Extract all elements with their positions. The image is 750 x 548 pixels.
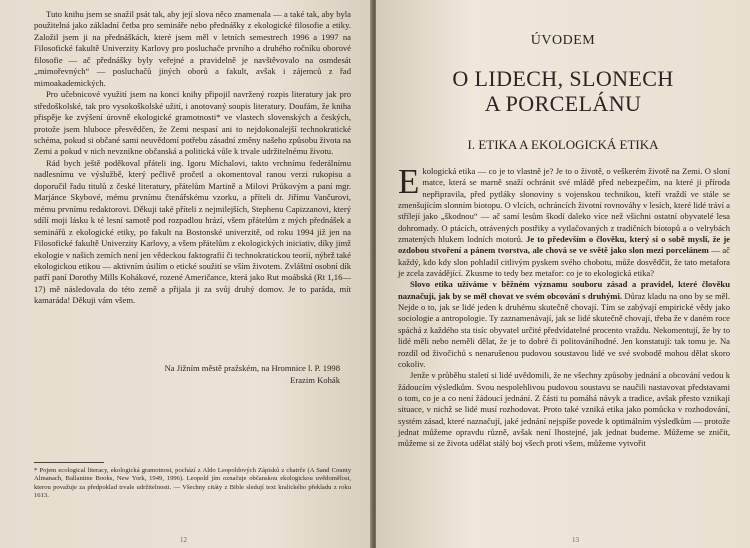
page-number-right: 13	[572, 536, 579, 544]
paragraph1-bold: Je to především o člověku, který si o sobě myslí, že je ozdobou stvoření a pánem tvorstva, ale chová se ve světě jako slon mezi porcelánem	[398, 234, 730, 256]
footnote-rule	[34, 462, 104, 463]
left-page	[0, 0, 372, 548]
signature-place-date: Na Jižním městě pražském, na Hromnice l. P. 1998	[164, 363, 340, 373]
preface-paragraph: Pro učebnicové využití jsem na konci knihy připojil navržený rozpis literatury jak pro středoškolské, tak pro vysokoškolské užití, i anotovaný soupis literatury. Doufám, že kniha přispěje ke zvýšení úrovně ekologické gramotnosti* ve vlastech slovenských a českých, protože jsem hluboce přesvědčen, že Zemi nespasí ani to nejdokonalejší technokratické schéma, pokud si občané sami neuvědomí potřebu zásadní změny našeho způsobu života na Zemi a pokud v nich nevznikne občanská a politická vůle k trvale udržitelnému životu.	[34, 89, 351, 157]
paragraph2-text: Důraz kladu na ono by se měl. Nejde o to, jak se lidé jeden k druhému skutečně chovají. Tím se zabývají empirické vědy jako sociologie a antropologie. Ty zaznamenávají, jak se lidé skutečně chovají, třeba že v daném roce spáchá z každého sta tisíc obyvatel určité předvídatelné procento vraždu. Nekomentují, že by to lidé měli nebo neměli dělat, že je to dobré či politováníhodné. Jen konstatují: tak tomu je. Na rozdíl od živočichů s nenarušenou pudovou soustavou lidé ve své svobodě mohou dělat skoro cokoliv.	[398, 290, 730, 369]
paragraph2-bold: Slovo etika užíváme v běžném významu souboru zásad a pravidel, které člověku naznačují, jak by se měl chovat ve svém obcování s druhými.	[398, 279, 730, 301]
chapter-title-line2: A PORCELÁNU	[484, 91, 642, 116]
section-heading: I. ETIKA A EKOLOGICKÁ ETIKA	[467, 137, 659, 152]
body-paragraph-1	[398, 162, 730, 279]
right-page	[376, 0, 750, 548]
footnote: * Pojem ecological literacy, ekologická gramotnost, pochází z Aldo Leopoldových Zápisků z chatrče (A Sand County Almanach, Ballantine Books, New York, 1949, 1996). Leopold jím označuje občanskou ekologickou uvědomělost, kterou považuje za předpoklad trvale udržitelnosti. — Všechny citáty z Bible sledují text kralického překladu z roku 1613.	[34, 467, 351, 499]
body-paragraph-3: Jenže v průběhu staletí si lidé uvědomili, že ne všechny způsoby jednání a obcování vedou k žádoucím výsledkům. Svou nespolehlivou pudovou soustavu se naučili nastavovat představami o tom, co je a co není žádoucí jednání. Z části tu pomáhá návyk a tradice, avšak přesto vznikají situace, v nichž se lidé musí rozhodovat. Proto také vzniká etika jako pomůcka v rozhodování, systém zásad, které naznačují, jaké jednání nejspíše povede k optimálním výsledkům — protože jednat můžeme opravdu různě, avšak není lhostejné, jak jednat budeme. Můžeme se zničit, můžeme si ze života udělat stálý boj všech proti všem, můžeme vytvořit	[398, 370, 730, 449]
drop-cap: E	[398, 162, 420, 201]
paragraph1-text: kologická etika — co je to vlastně je? Je to o životě, o veškerém životě na Zemi. O sloní matce, která se marně snaží ochránit své mládě před nebezpečím, na které ji příroda nepřipravila, před pytláky slonoviny s vojenskou technikou, kteří vraždí ve stále se zmenšujícím slonním biotopu. O vlcích, ochráncích životní rovnováhy v lesích, které lidé tráví a střílejí jako „škodnou“ — ač samí lesům škodí daleko více než všichni ostatní obyvatelé lesa dohromady. O ptácích, otrávených postřiky a vytlačovaných z tradičních biotopů a o velrybách zmatených hlukem lodních motorů.	[398, 166, 730, 245]
paragraph1-end: — ač každý, kdo kdy slon pohladil citlivým pyskem svého chobotu, může dosvědčit, že tato metafora je zcela zavádějící. Zkusme to tedy bez metafor: co je to ekologická etika?	[398, 245, 730, 279]
preface-paragraph: Tuto knihu jsem se snažil psát tak, aby její slova něco znamenala — a také tak, aby byla použitelná jako základní četba pro semináře nebo přednášky z ekologické filosofie a etiky. Založil jsem ji na přednáškách, které jsem měl v letních semestrech 1996 a 1997 na Filosofické fakultě Univerzity Karlovy pro posluchače prvního a druhého ročníku oborové filosofie — ač přednášky byly veřejné a pravidelně je navštěvovalo na osmdesát „mimořevných“ — posluchačů jiných oborů a fakult, avšak i zájemců z řad mimoakademických.	[34, 9, 351, 88]
page-number-left: 12	[180, 536, 187, 544]
preface-text	[34, 9, 351, 307]
preface-paragraph: Rád bych ještě poděkoval přáteli ing. Igoru Míchalovi, takto vrchnímu federálnímu nadlesnímu ve výslužbě, který pečlivě pročetl a okomentoval ranou verzi rukopisu a doporučil řadu titulů z české literatury, přátelům Martině a Milovi Průkovým a paní mgr. Marjánce Skybové, mému prvnímu čtenářskému vzorku, a příteli dr. Jiřímu Vančurovi, mému prvnímu redaktorovi. Děkuji také příteli z nejmilejších, Stephenu Capizzanovi, který sdílí moji lásku k té lesní samotě pod rozpadlou hrází, všem přátelům z mých přednášek a seminářů z ekologické etiky, po fakult na Bostonské univerzitě, od roku 1994 již jen na Filosofické fakultě Univerzity Karlovy, a všem přátelům z ekologických iniciativ, díky jimž ekologie v našich zemích není jen vědeckou faktografií či technokratickou teorií, nýbrž také ekologickou etikou — aktivním úsilím o etické soužití se vším životem. Zvláštní osobní dík patří paní Dorothy Mills Kohákové, rozené Američance, která jako Rut moábská (Rt 1,16—17) mě následovala do této země a přijala ji za svůj druhý domov. Je to paráda, mít kamaráda! Děkuji vám všem.	[34, 157, 351, 306]
chapter-title-line1: O LIDECH, SLONECH	[452, 66, 674, 91]
signature-author: Erazim Kohák	[290, 375, 340, 385]
body-paragraph-2	[398, 279, 730, 370]
chapter-label: ÚVODEM	[530, 33, 596, 48]
chapter-body	[398, 162, 730, 450]
